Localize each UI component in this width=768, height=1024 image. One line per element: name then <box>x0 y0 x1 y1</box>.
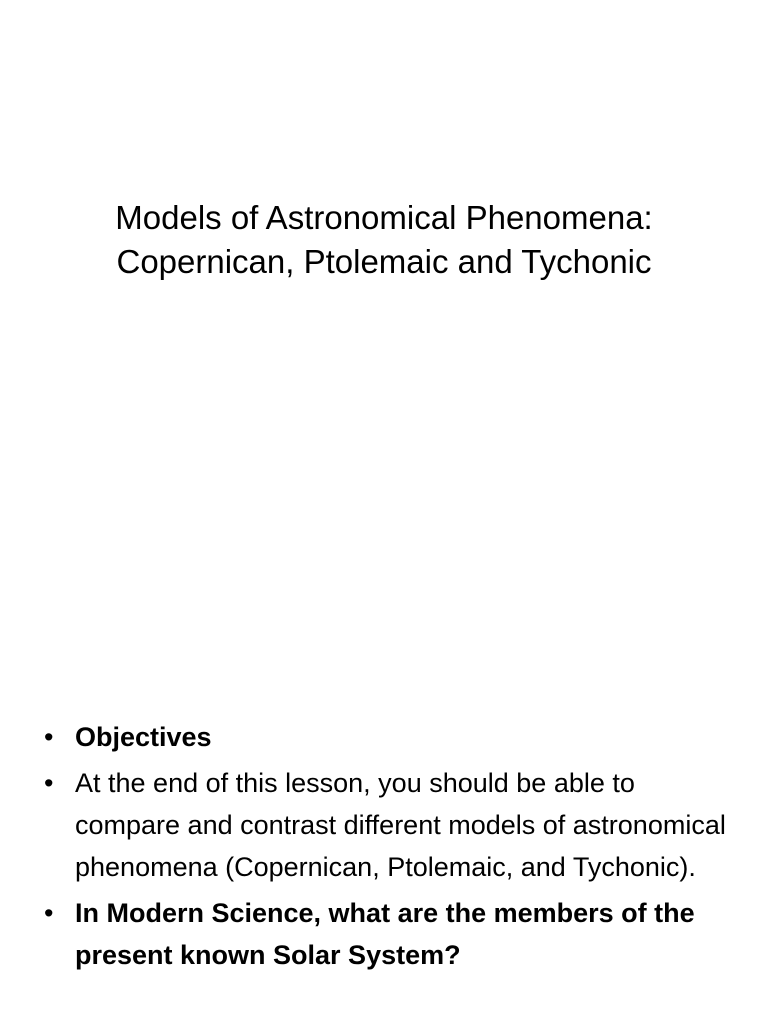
bullet-text: At the end of this lesson, you should be able to compare and contrast different models of astronomical phenomena (Copernican, Ptolemaic, and Tychonic). <box>75 768 726 882</box>
bullet-icon: • <box>44 722 54 752</box>
bullet-item-objectives <box>40 716 740 758</box>
bullet-text: In Modern Science, what are the members of the present known Solar System? <box>75 898 695 970</box>
bullet-item-question <box>40 892 740 976</box>
bullet-item-lesson-goal <box>40 762 740 888</box>
bullet-icon: • <box>44 898 54 928</box>
bullet-text: Objectives <box>75 722 212 752</box>
bullet-icon: • <box>44 768 54 798</box>
slide-title <box>20 196 748 284</box>
slide-title-line-2: Copernican, Ptolemaic and Tychonic <box>116 243 652 280</box>
bullet-list <box>40 716 740 980</box>
slide-title-line-1: Models of Astronomical Phenomena: <box>115 199 653 236</box>
